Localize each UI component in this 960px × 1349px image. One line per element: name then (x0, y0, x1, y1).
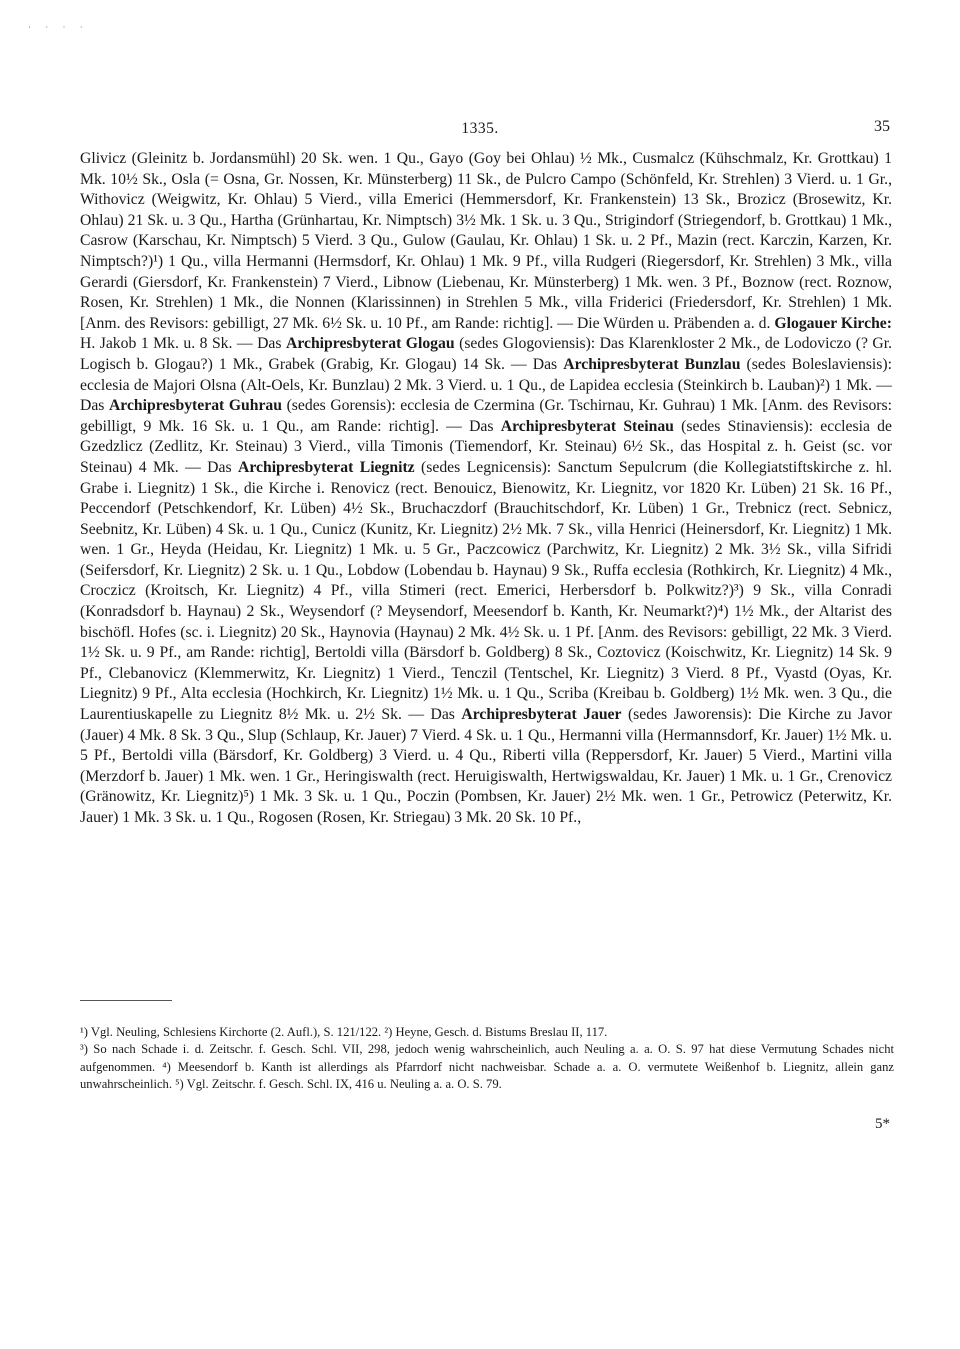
page-number: 35 (874, 118, 890, 135)
text-run: (sedes Boleslaviensis): ecclesia de Majori Olsna (Alt-Oels, Kr. Bunzlau) 2 Mk. 3 Vierd. u. 1 Qu., de Lapidea ecclesia (Steinkirch b. Lauban)²) 1 Mk. — Das (80, 355, 892, 415)
year-heading: 1335. (461, 120, 499, 137)
footnote-line: ¹) Vgl. Neuling, Schlesiens Kirchorte (2. Aufl.), S. 121/122. ²) Heyne, Gesch. d. Bistums Breslau II, 117. (80, 1025, 608, 1039)
scan-specks: · · · · (28, 22, 89, 32)
text-run: (sedes Glogoviensis): Das Klarenkloster 2 Mk., de Lodoviczo (? Gr. Logisch b. Glogau?) 1 Mk., Grabek (Grabig, Kr. Glogau) 14 Sk. — Das (80, 335, 893, 373)
footnote-rule (80, 1000, 172, 1001)
text-run: (sedes Legnicensis): Sanctum Sepulcrum (die Kollegiatstiftskirche z. hl. Grabe i. Liegnitz) 1 Sk., die Kirche i. Renovicz (rect. Benouicz, Bienowitz, Kr. Liegnitz, vor 1820 Kr. Lüben) 21 Sk. 16 Pf., Peccendorf (Petschkendorf, Kr. Lüben) 4½ Sk., Bruchaczdorf (Brauchitschdorf, Kr. Lüben) 1 Gr., Trebnicz (rect. Sebnicz, Seebnitz, Kr. Lüben) 4 Sk. u. 1 Qu., Cunicz (Kunitz, Kr. Liegnitz) 2½ Mk. 7 Sk., villa Henrici (Heinersdorf, Kr. Liegnitz) 1 Mk. wen. 1 Gr., Heyda (Heidau, Kr. Liegnitz) 1 Mk. u. 5 Gr., Paczcowicz (Parchwitz, Kr. Liegnitz) 2 Mk. 3½ Sk., villa Sifridi (Seifersdorf, Kr. Liegnitz) 2 Sk. u. 1 Qu., Lobdow (Lobendau b. Haynau) 9 Sk., Ruffa ecclesia (Rothkirch, Kr. Liegnitz) 4 Mk., Croczicz (Kroitsch, Kr. Liegnitz) 4 Pf., villa Stimeri (rect. Emerici, Herbersdorf b. Polkwitz?)³) 9 Sk., villa Conradi (Konradsdorf b. Haynau) 2 Sk., Weysendorf (? Meysendorf, Meesendorf b. Kanth, Kr. Neumarkt?)⁴) 1½ Mk., der Altarist des bischöfl. Hofes (sc. i. Liegnitz) 20 Sk., Haynovia (Haynau) 2 Mk. 4½ Sk. u. 1 Pf. [Anm. des Revisors: gebilligt, 22 Mk. 3 Vierd. 1½ Sk. u. 9 Pf., am Rande: richtig], Bertoldi villa (Bärsdorf b. Goldberg) 8 Sk., Coztovicz (Koischwitz, Kr. Liegnitz) 14 Sk. 9 Pf., Clebanovicz (Klemmerwitz, Kr. Liegnitz) 1 Vierd., Tenczil (Tentschel, Kr. Liegnitz) 3 Vierd. 8 Pf., Vyastd (Oyas, Kr. Liegnitz) 9 Pf., Alta ecclesia (Hochkirch, Kr. Liegnitz) 1½ Mk. u. 1 Qu., Scriba (Kreibau b. Goldberg) 1½ Mk. wen. 3 Qu., die Laurentiuskapelle zu Liegnitz 8½ Mk. u. 2½ Sk. — Das (80, 458, 892, 724)
footnote-line: ³) So nach Schade i. d. Zeitschr. f. Gesch. Schl. VII, 298, jedoch wenig wahrscheinlich, auch Neuling a. a. O. S. 97 hat diese Vermutung Schades nicht aufgenommen. ⁴) Meesendorf b. Kanth ist allerdings als Pfarrdorf nicht nachweisbar. Schade a. a. O. vermutete Weißenhof b. Liegnitz, allein ganz unwahrscheinlich. ⁵) Vgl. Zeitschr. f. Gesch. Schl. IX, 416 u. Neuling a. a. O. S. 79. (80, 1042, 894, 1092)
text-run: H. Jakob 1 Mk. u. 8 Sk. — Das (80, 335, 286, 353)
text-run: (sedes Gorensis): ecclesia de Czermina (Gr. Tschirnau, Kr. Guhrau) 1 Mk. [Anm. des Revisors: gebilligt, 9 Mk. 16 Sk. u. 1 Qu., am Rande: richtig]. — Das (80, 397, 892, 435)
section-heading-steinau: Archipresbyterat Steinau (500, 417, 674, 435)
section-heading-glogauer-kirche: Glogauer Kirche: (774, 314, 892, 332)
section-heading-guhrau: Archipresbyterat Guhrau (108, 397, 283, 415)
section-heading-glogau: Archipresbyterat Glogau (285, 335, 455, 353)
main-text (80, 149, 892, 829)
section-heading-jauer: Archipresbyterat Jauer (461, 706, 622, 724)
text-run: (sedes Jaworensis): Die Kirche zu Javor (Jauer) 4 Mk. 8 Sk. 3 Qu., Slup (Schlaup, Kr. Jauer) 7 Vierd. 4 Sk. u. 1 Qu., Hermanni villa (Hermannsdorf, Kr. Jauer) 1½ Mk. u. 5 Pf., Bertoldi villa (Bärsdorf, Kr. Goldberg) 3 Vierd. u. 4 Qu., Riberti villa (Reppersdorf, Kr. Jauer) 5 Vierd., Martini villa (Merzdorf b. Jauer) 1 Mk. wen. 1 Gr., Heringiswalth (rect. Heruigiswalth, Hertwigswaldau, Kr. Jauer) 1 Mk. u. 1 Gr., Crenovicz (Gränowitz, Kr. Liegnitz)⁵) 1 Mk. 3 Sk. u. 1 Qu., Poczin (Pombsen, Kr. Jauer) 2½ Mk. wen. 1 Gr., Petrowicz (Peterwitz, Kr. Jauer) 1 Mk. 3 Sk. u. 1 Qu., Rogosen (Rosen, Kr. Striegau) 3 Mk. 20 Sk. 10 Pf., (80, 706, 893, 826)
text-run: Glivicz (Gleinitz b. Jordansmühl) 20 Sk. wen. 1 Qu., Gayo (Goy bei Ohlau) ½ Mk., Cusmalcz (Kühschmalz, Kr. Grottkau) 1 Mk. 10½ Sk., Osla (= Osna, Gr. Nossen, Kr. Münsterberg) 11 Sk., de Pulcro Campo (Schönfeld, Kr. Strehlen) 3 Vierd. u. 1 Gr., Withovicz (Weigwitz, Kr. Ohlau) 5 Vierd., villa Emerici (Hemmersdorf, Kr. Frankenstein) 13 Sk., Brozicz (Brosewitz, Kr. Ohlau) 21 Sk. u. 3 Qu., Hartha (Grünhartau, Kr. Nimptsch) 3½ Mk. 1 Sk. u. 3 Qu., Strigindorf (Striegendorf, b. Grottkau) 1 Mk., Casrow (Karschau, Kr. Nimptsch) 5 Vierd. 3 Qu., Gulow (Gaulau, Kr. Ohlau) 1 Sk. u. 2 Pf., Mazin (rect. Karczin, Karzen, Kr. Nimptsch?)¹) 1 Qu., villa Hermanni (Hermsdorf, Kr. Ohlau) 1 Mk. 9 Pf., villa Rudgeri (Riegersdorf, Kr. Strehlen) 3 Mk., villa Gerardi (Giersdorf, Kr. Frankenstein) 7 Vierd., Libnow (Liebenau, Kr. Münsterberg) 1 Mk. wen. 3 Pf., Boznow (rect. Roznow, Rosen, Kr. Strehlen) 1 Mk., die Nonnen (Klarissinnen) in Strehlen 5 Mk., villa Friderici (Friedersdorf, Kr. Strehlen) 1 Mk. [Anm. des Revisors: gebilligt, 27 Mk. 6½ Sk. u. 10 Pf., am Rande: richtig]. — Die Würden u. Präbenden a. d. (80, 150, 892, 332)
signature-mark: 5* (875, 1116, 890, 1132)
section-heading-liegnitz: Archipresbyterat Liegnitz (238, 458, 415, 476)
footnotes (80, 1024, 894, 1094)
section-heading-bunzlau: Archipresbyterat Bunzlau (563, 355, 741, 373)
main-paragraph (80, 149, 892, 829)
text-run: (sedes Stinaviensis): ecclesia de Gzedzlicz (Zedlitz, Kr. Steinau) 3 Vierd., villa Timonis (Tiemendorf, Kr. Steinau) 6½ Sk., das Hospital z. h. Geist (sc. vor Steinau) 4 Mk. — Das (80, 417, 892, 476)
